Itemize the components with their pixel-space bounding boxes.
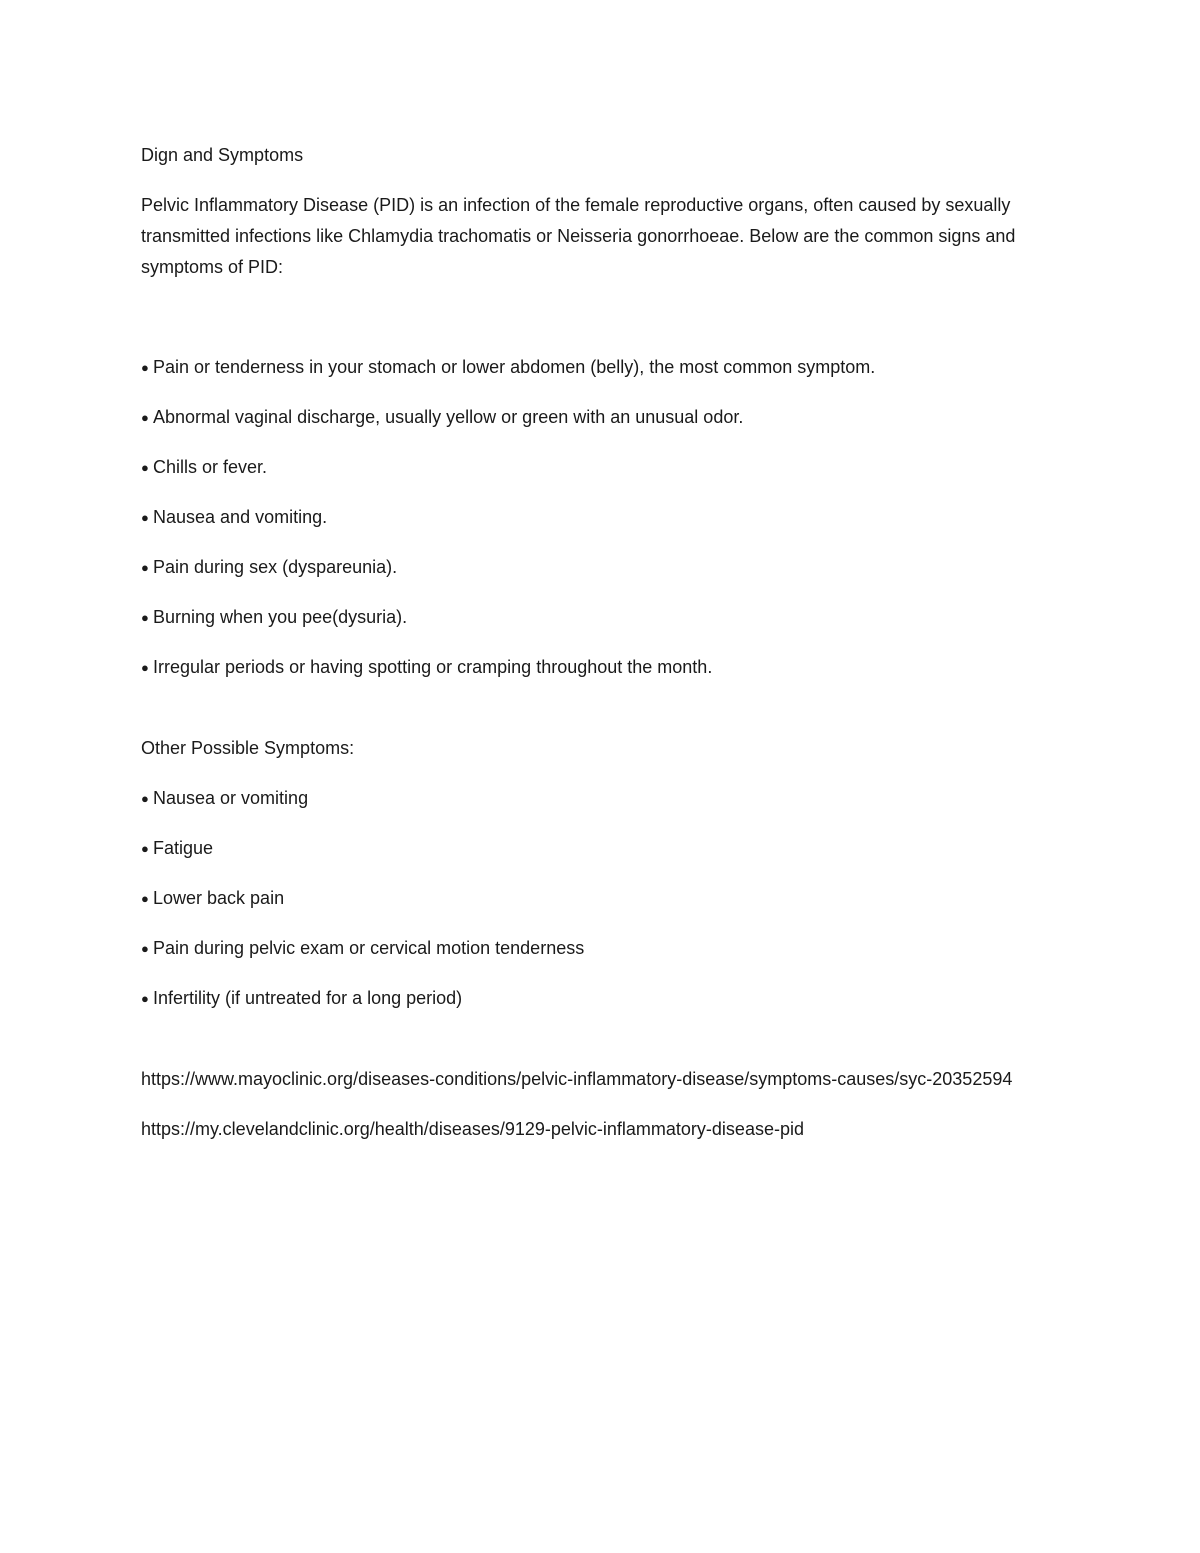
bullet-icon: ●	[141, 791, 149, 806]
bullet-icon: ●	[141, 841, 149, 856]
bullet-icon: ●	[141, 560, 149, 575]
list-item	[141, 933, 1046, 964]
bullet-icon: ●	[141, 360, 149, 375]
bullet-icon: ●	[141, 610, 149, 625]
list-item-text: Irregular periods or having spotting or cramping throughout the month.	[153, 657, 713, 677]
reference-link-clevelandclinic[interactable]: https://my.clevelandclinic.org/health/diseases/9129-pelvic-inflammatory-disease-pid	[141, 1119, 804, 1139]
list-item-text: Chills or fever.	[153, 457, 268, 477]
list-item	[141, 402, 1046, 433]
reference-link-mayoclinic[interactable]: https://www.mayoclinic.org/diseases-conditions/pelvic-inflammatory-disease/symptoms-causes/syc-20352594	[141, 1069, 1013, 1089]
blank-line	[141, 1014, 1046, 1064]
list-item-text: Burning when you pee(dysuria).	[153, 607, 408, 627]
list-item-text: Pain or tenderness in your stomach or lower abdomen (belly), the most common symptom.	[153, 357, 876, 377]
intro-paragraph: Pelvic Inflammatory Disease (PID) is an infection of the female reproductive organs, often caused by sexually transmitted infections like Chlamydia trachomatis or Neisseria gonorrhoeae. Below are the common signs and symptoms of PID:	[141, 195, 1016, 277]
list-item	[141, 783, 1046, 814]
symptoms-list	[141, 352, 1046, 683]
list-item-text: Fatigue	[153, 838, 214, 858]
list-item	[141, 833, 1046, 864]
bullet-icon: ●	[141, 991, 149, 1006]
list-item-text: Nausea or vomiting	[153, 788, 309, 808]
bullet-icon: ●	[141, 460, 149, 475]
list-item	[141, 352, 1046, 383]
blank-line	[141, 302, 1046, 352]
list-item-text: Pain during pelvic exam or cervical motion tenderness	[153, 938, 585, 958]
blank-line	[141, 683, 1046, 733]
list-item	[141, 452, 1046, 483]
bullet-icon: ●	[141, 891, 149, 906]
list-item-text: Abnormal vaginal discharge, usually yellow or green with an unusual odor.	[153, 407, 744, 427]
bullet-icon: ●	[141, 941, 149, 956]
list-item-text: Pain during sex (dyspareunia).	[153, 557, 398, 577]
other-symptoms-heading: Other Possible Symptoms:	[141, 738, 355, 758]
list-item	[141, 552, 1046, 583]
bullet-icon: ●	[141, 660, 149, 675]
list-item-text: Nausea and vomiting.	[153, 507, 328, 527]
list-item	[141, 602, 1046, 633]
list-item-text: Lower back pain	[153, 888, 285, 908]
bullet-icon: ●	[141, 510, 149, 525]
document-title: Dign and Symptoms	[141, 145, 304, 165]
bullet-icon: ●	[141, 410, 149, 425]
list-item	[141, 883, 1046, 914]
list-item	[141, 502, 1046, 533]
other-symptoms-list	[141, 783, 1046, 1014]
list-item	[141, 983, 1046, 1014]
list-item-text: Infertility (if untreated for a long period)	[153, 988, 463, 1008]
list-item	[141, 652, 1046, 683]
document-body	[141, 140, 1046, 1164]
